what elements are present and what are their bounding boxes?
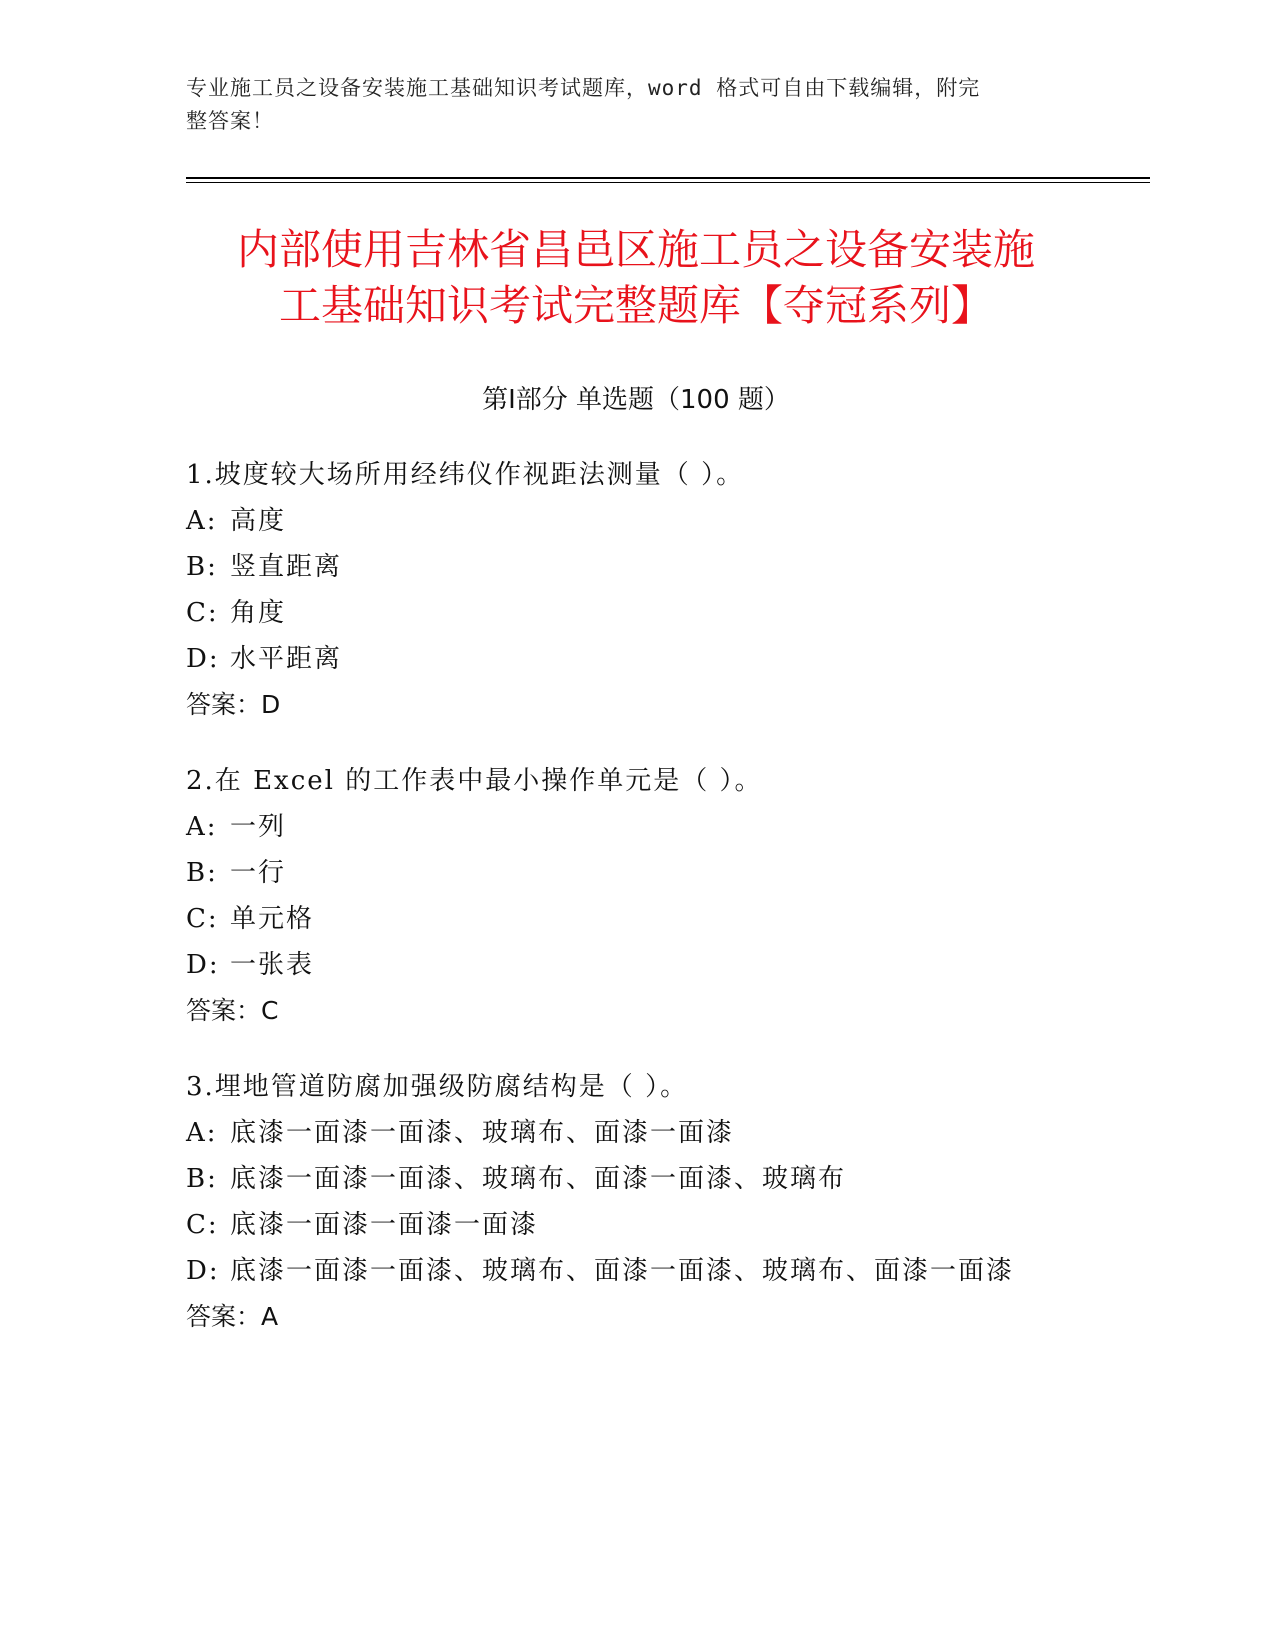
- question-option-b: [186, 850, 1086, 896]
- option-text: 竖直距离: [230, 552, 343, 582]
- option-key: C:: [186, 598, 219, 628]
- document-title-line-2: 工基础知识考试完整题库【夺冠系列】: [278, 281, 993, 330]
- question-option-b: [186, 1156, 1086, 1202]
- option-text: 一列: [230, 812, 287, 842]
- option-text: 单元格: [230, 904, 315, 934]
- option-text: 一行: [230, 858, 287, 888]
- option-key: A:: [186, 1118, 218, 1148]
- option-key: C:: [186, 904, 219, 934]
- question-option-a: [186, 498, 1086, 544]
- question-option-c: [186, 896, 1086, 942]
- option-key: D:: [186, 644, 220, 674]
- section-title: 第Ⅰ部分 单选题（100 题）: [482, 385, 790, 415]
- option-key: D:: [186, 1256, 220, 1286]
- question-answer: 答案：D: [186, 690, 281, 719]
- question-option-d: [186, 636, 1086, 682]
- option-key: B:: [186, 1164, 218, 1194]
- option-key: D:: [186, 950, 220, 980]
- question-option-b: [186, 544, 1086, 590]
- option-text: 一张表: [230, 950, 315, 980]
- question-stem: 3.埋地管道防腐加强级防腐结构是（ ）。: [186, 1072, 689, 1102]
- question-3: [186, 1064, 1086, 1340]
- question-option-d: [186, 1248, 1086, 1294]
- document-title: [186, 222, 1086, 334]
- option-text: 角度: [230, 598, 287, 628]
- option-key: A:: [186, 812, 218, 842]
- question-option-d: [186, 942, 1086, 988]
- option-key: B:: [186, 858, 218, 888]
- option-text: 水平距离: [230, 644, 343, 674]
- option-key: C:: [186, 1210, 219, 1240]
- question-stem: 2.在 Excel 的工作表中最小操作单元是（ ）。: [186, 766, 763, 796]
- question-answer: 答案：A: [186, 1302, 279, 1331]
- option-key: B:: [186, 552, 218, 582]
- question-option-a: [186, 1110, 1086, 1156]
- header-note-line-2: 整答案！: [186, 109, 274, 133]
- header-note-line-1: 专业施工员之设备安装施工基础知识考试题库，word 格式可自由下载编辑，附完: [186, 76, 981, 100]
- header-note: [186, 72, 1066, 138]
- option-text: 底漆一面漆一面漆一面漆: [230, 1210, 539, 1240]
- question-option-a: [186, 804, 1086, 850]
- question-option-c: [186, 590, 1086, 636]
- option-key: A:: [186, 506, 218, 536]
- option-text: 高度: [230, 506, 287, 536]
- question-answer: 答案：C: [186, 996, 279, 1025]
- question-stem: 1.坡度较大场所用经纬仪作视距法测量（ ）。: [186, 460, 745, 490]
- header-divider-thin: [186, 182, 1150, 183]
- option-text: 底漆一面漆一面漆、玻璃布、面漆一面漆: [230, 1118, 735, 1148]
- option-text: 底漆一面漆一面漆、玻璃布、面漆一面漆、玻璃布、面漆一面漆: [230, 1256, 1015, 1286]
- option-text: 底漆一面漆一面漆、玻璃布、面漆一面漆、玻璃布: [230, 1164, 847, 1194]
- header-divider-thick: [186, 177, 1150, 179]
- question-1: [186, 452, 1086, 728]
- document-title-line-1: 内部使用吉林省昌邑区施工员之设备安装施: [236, 225, 1035, 274]
- question-2: [186, 758, 1086, 1034]
- question-option-c: [186, 1202, 1086, 1248]
